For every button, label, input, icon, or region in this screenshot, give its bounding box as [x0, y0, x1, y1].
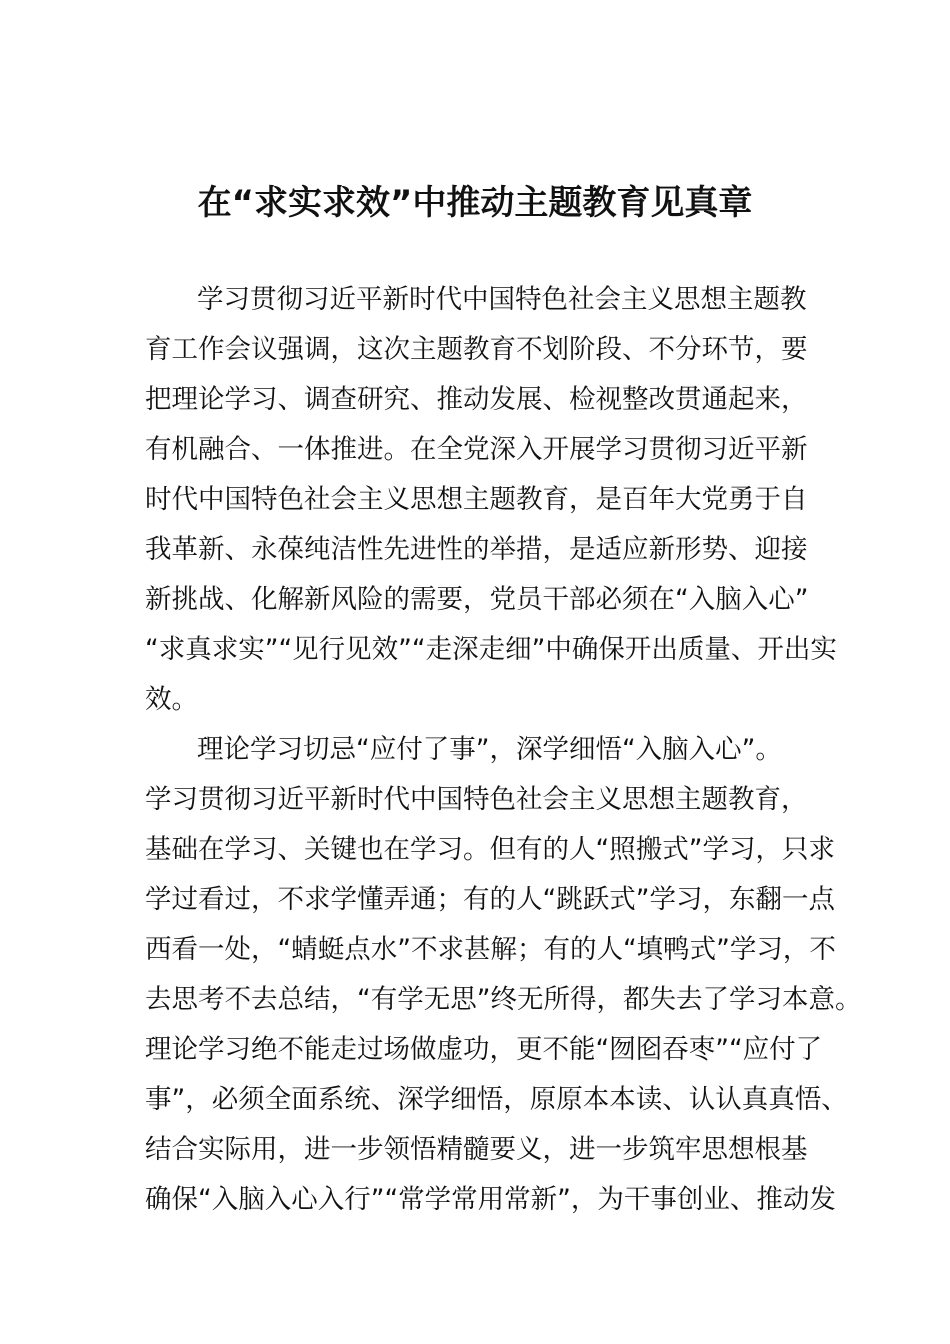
paragraph-1-line: “求真求实”“见行见效”“走深走细”中确保开出质量、开出实: [145, 634, 837, 665]
paragraph-2-line: 理论学习切忌“应付了事”，深学细悟“入脑入心”。: [197, 734, 782, 765]
paragraph-1-line: 有机融合、一体推进。在全党深入开展学习贯彻习近平新: [145, 434, 808, 465]
paragraph-2-line: 去思考不去总结，“有学无思”终无所得，都失去了学习本意。: [145, 984, 862, 1015]
paragraph-1-line: 时代中国特色社会主义思想主题教育，是百年大党勇于自: [145, 484, 808, 515]
paragraph-2-line: 学过看过，不求学懂弄通；有的人“跳跃式”学习，东翻一点: [145, 884, 835, 915]
paragraph-1-line: 新挑战、化解新风险的需要，党员干部必须在“入脑入心”: [145, 584, 809, 615]
paragraph-2-line: 基础在学习、关键也在学习。但有的人“照搬式”学习，只求: [145, 834, 835, 865]
paragraph-2-line: 事”，必须全面系统、深学细悟，原原本本读、认认真真悟、: [145, 1084, 848, 1115]
paragraph-1-line: 学习贯彻习近平新时代中国特色社会主义思想主题教: [197, 284, 807, 315]
paragraph-1-line: 效。: [145, 684, 198, 715]
paragraph-2-line: 西看一处，“蜻蜓点水”不求甚解；有的人“填鸭式”学习，不: [145, 934, 836, 965]
paragraph-1-line: 育工作会议强调，这次主题教育不划阶段、不分环节，要: [145, 334, 808, 365]
document-body: [145, 275, 862, 1225]
paragraph-2-line: 学习贯彻习近平新时代中国特色社会主义思想主题教育，: [145, 784, 808, 815]
paragraph-1-line: 把理论学习、调查研究、推动发展、检视整改贯通起来，: [145, 384, 808, 415]
paragraph-1-line: 我革新、永葆纯洁性先进性的举措，是适应新形势、迎接: [145, 534, 808, 565]
document-title: 在“求实求效”中推动主题教育见真章: [197, 183, 753, 223]
paragraph-2-line: 结合实际用，进一步领悟精髓要义，进一步筑牢思想根基: [145, 1134, 808, 1165]
paragraph-2-line: 确保“入脑入心入行”“常学常用常新”，为干事创业、推动发: [145, 1184, 836, 1215]
paragraph-2-line: 理论学习绝不能走过场做虚功，更不能“囫囵吞枣”“应付了: [145, 1034, 823, 1065]
